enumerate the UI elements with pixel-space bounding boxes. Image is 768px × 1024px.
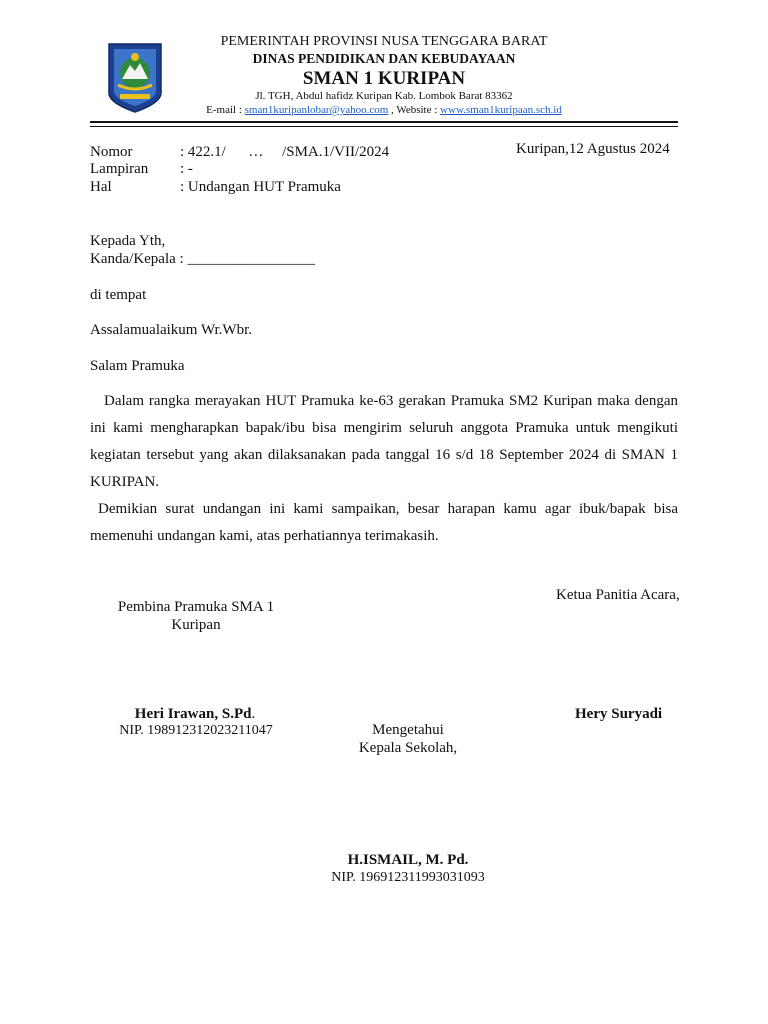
left-signatory-nip: NIP. 198912312023211047 <box>119 723 273 738</box>
body-paragraph-2: Demikian surat undangan ini kami sampaikan, besar harapan kamu agar ibuk/bapak bisa memenuhi undangan kami, atas perhatiannya terimakasih. <box>90 501 678 544</box>
principal-nip: NIP. 196912311993031093 <box>331 870 485 885</box>
approval-label: Mengetahui <box>372 722 444 738</box>
addressee-place: di tempat <box>90 287 147 303</box>
letterhead-contact <box>206 104 562 116</box>
letter-date: Kuripan,12 Agustus 2024 <box>516 141 670 157</box>
left-signatory-name-suffix: . <box>251 706 256 722</box>
addressee-line1: Kepada Yth, <box>90 233 166 249</box>
nomor-label: Nomor <box>90 144 133 160</box>
left-signatory-name <box>135 706 255 723</box>
body-paragraph-1: Dalam rangka merayakan HUT Pramuka ke-63 gerakan Pramuka SM2 Kuripan maka dengan ini kami mengharapkan bapak/ibu bisa mengirim seluruh anggota Pramuka untuk mengikuti kegiatan tersebut yang akan dilaksanakan pada tanggal 16 s/d 18 September 2024 di SMAN 1 KURIPAN. <box>90 393 678 490</box>
principal-name: H.ISMAIL, M. Pd. <box>347 852 469 868</box>
letterhead-divider-thick <box>90 121 678 123</box>
hal-value: : Undangan HUT Pramuka <box>180 179 341 195</box>
left-signatory-title-1: Pembina Pramuka SMA 1 <box>117 599 275 615</box>
greeting-pramuka: Salam Pramuka <box>90 358 185 374</box>
email-link[interactable]: sman1kuripanlobar@yahoo.com <box>244 104 389 116</box>
email-label: E-mail : <box>206 104 245 116</box>
letterhead-school-name: SMAN 1 KURIPAN <box>302 68 466 89</box>
nomor-value: : 422.1/ … /SMA.1/VII/2024 <box>180 144 390 160</box>
addressee-line2: Kanda/Kepala : _________________ <box>90 251 315 267</box>
principal-title: Kepala Sekolah, <box>358 740 458 756</box>
letterhead-government: PEMERINTAH PROVINSI NUSA TENGGARA BARAT <box>220 34 548 49</box>
left-signatory-name-text: Heri Irawan, S.Pd <box>134 706 252 722</box>
right-signatory-title: Ketua Panitia Acara, <box>556 587 680 603</box>
website-label: , Website : <box>388 104 441 116</box>
provincial-crest-icon <box>106 41 164 114</box>
lampiran-value: : - <box>180 161 193 177</box>
website-link[interactable]: www.sman1kuripaan.sch.id <box>440 104 562 116</box>
letterhead-address: Jl. TGH, Abdul hafidz Kuripan Kab. Lombok Barat 83362 <box>255 90 513 102</box>
greeting-salam: Assalamualaikum Wr.Wbr. <box>90 322 253 338</box>
left-signatory-title-2: Kuripan <box>171 617 221 633</box>
hal-label: Hal <box>90 179 112 195</box>
letterhead-department: DINAS PENDIDIKAN DAN KEBUDAYAAN <box>252 51 516 66</box>
lampiran-label: Lampiran <box>90 161 149 177</box>
right-signatory-name: Hery Suryadi <box>575 706 663 722</box>
letter-body <box>90 388 678 550</box>
letterhead-divider-thin <box>90 126 678 127</box>
